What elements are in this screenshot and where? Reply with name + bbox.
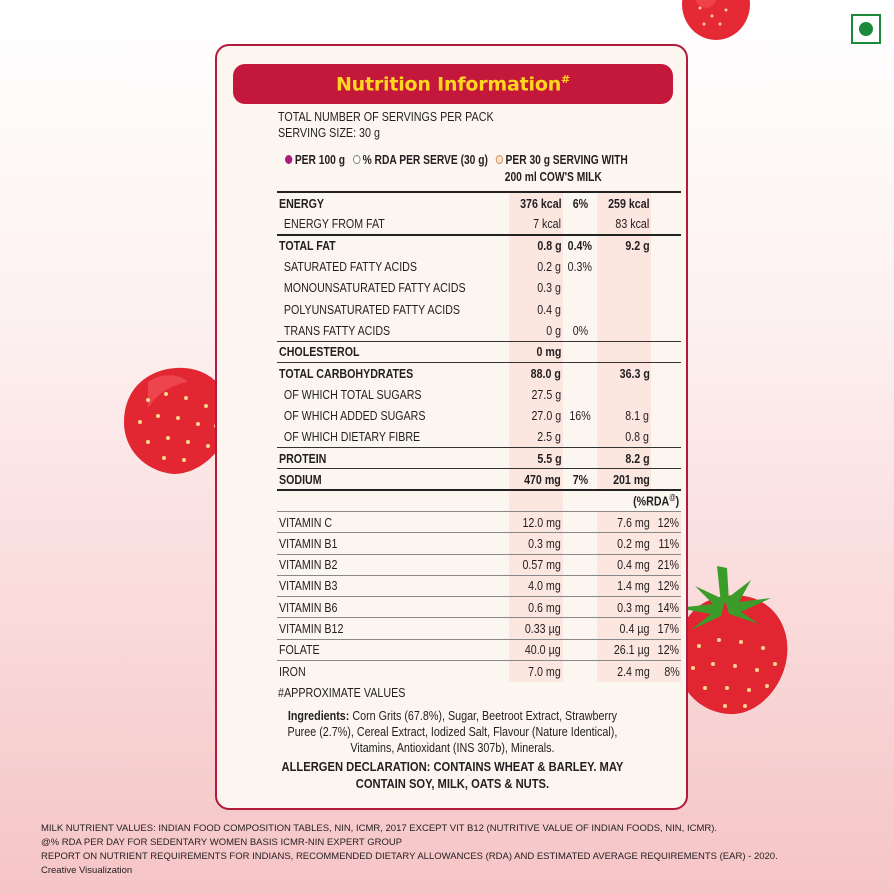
veg-symbol-icon [851,14,881,44]
per-serving-value: 83 kcal [615,215,650,231]
nutrition-table [277,191,681,682]
column-legend [285,152,628,186]
rda-value: 0% [572,322,588,338]
per-serving-value: 0.2 mg [616,535,650,551]
rda-percent: 11% [658,535,680,551]
table-row [277,235,681,256]
vitamin-label-cell [277,554,509,575]
rda-percent: 21% [658,557,680,573]
vitamin-label: VITAMIN B12 [279,621,344,637]
blank-cell [563,639,597,660]
per-serving-value: 1.4 mg [616,578,650,594]
per-100g-value: 0.8 g [536,238,562,254]
nutrient-label-cell [277,469,509,490]
footnote-line: REPORT ON NUTRIENT REQUIREMENTS FOR INDIANS, RECOMMENDED DIETARY ALLOWANCES (RDA) AND ESTIMATED AVERAGE REQUIREMENTS (EAR) - 2020. [41,851,778,862]
per-100g-value: 12.0 mg [522,514,562,530]
per-100g-value: 0.33 µg [525,621,562,637]
nutrient-label-cell [277,405,509,426]
per-100g-value-cell [509,511,564,532]
table-row [277,469,681,490]
rda-percent-cell [651,554,681,575]
rda-value: 7% [572,471,588,487]
table-row [277,298,681,319]
per-100g-value-cell [509,469,564,490]
per-100g-value: 376 kcal [519,195,562,211]
vitamin-label-cell [277,533,509,554]
rda-percent: 12% [658,642,680,658]
ingredients [279,708,629,756]
per-100g-value-cell [509,256,564,277]
vitamin-label: VITAMIN B3 [279,578,338,594]
rda-percent: 14% [658,599,680,615]
per-100g-value: 0.3 g [537,280,562,296]
per-100g-dot-icon [285,155,292,164]
table-row [277,426,681,447]
per-serving-value: 9.2 g [625,238,650,254]
rda-percent: 12% [658,578,680,594]
per-serving-value-cell [597,235,652,256]
nutrition-panel [215,44,688,810]
per-100g-value: 0.6 mg [528,599,562,615]
empty-cell [509,490,564,511]
per-100g-value-cell [509,235,564,256]
blank-cell [563,597,597,618]
blank-cell [651,320,681,341]
per-serving-value-cell [597,362,652,383]
table-row [277,362,681,383]
table-row [277,511,681,532]
table-row [277,256,681,277]
rda-percent: 17% [658,621,680,637]
vitamin-label-cell [277,511,509,532]
veg-dot [859,22,873,36]
per-100g-value-cell [509,405,564,426]
per-100g-value-cell [509,320,564,341]
blank-cell [651,235,681,256]
legend-per30-milk: 200 ml COW'S MILK [504,170,602,184]
blank-cell [651,448,681,469]
rda-value: 0.4% [567,238,593,254]
blank-cell [651,277,681,298]
legend-rda: % RDA PER SERVE (30 g) [362,153,488,167]
table-row [277,597,681,618]
footnote-line: @% RDA PER DAY FOR SEDENTARY WOMEN BASIS ICMR-NIN EXPERT GROUP [41,837,403,848]
nutrient-label: ENERGY [279,195,325,211]
blank-cell [563,533,597,554]
vitamin-label: VITAMIN B1 [279,535,338,551]
rda-value-cell [563,341,597,362]
nutrient-label-cell [277,384,509,405]
blank-cell [651,469,681,490]
footnote-line: Creative Visualization [41,865,133,876]
rda-value-cell [563,384,597,405]
per-100g-value-cell [509,341,564,362]
nutrient-label: TRANS FATTY ACIDS [283,322,391,338]
per-serving-value: 8.2 g [625,450,650,466]
per-serving-value-cell [597,213,652,234]
blank-cell [651,362,681,383]
per-100g-value-cell [509,192,564,213]
per-100g-value-cell [509,639,564,660]
vitamin-label-cell [277,575,509,596]
rda-header-mark: @ [669,493,676,503]
per-100g-value-cell [509,213,564,234]
per-serving-value: 0.4 µg [619,621,650,637]
per-100g-value: 7 kcal [533,215,562,231]
nutrient-label: TOTAL FAT [279,238,336,254]
nutrient-label: POLYUNSATURATED FATTY ACIDS [283,301,461,317]
blank-cell [651,256,681,277]
nutrient-label-cell [277,213,509,234]
strawberry-icon [676,0,756,44]
rda-value-cell [563,448,597,469]
per-100g-value-cell [509,384,564,405]
per-serving-value-cell [597,597,652,618]
per-serving-value-cell [597,192,652,213]
nutrient-label: PROTEIN [279,450,327,466]
nutrient-label-cell [277,256,509,277]
approx-note: #APPROXIMATE VALUES [278,686,406,700]
per-serving-value-cell [597,639,652,660]
empty-cell [277,490,509,511]
per-100g-value: 0 g [546,322,562,338]
per-serving-value-cell [597,256,652,277]
vitamin-label: IRON [279,663,306,679]
per-serving-value-cell [597,661,652,682]
table-row [277,320,681,341]
per-serving-value: 2.4 mg [616,663,650,679]
servings-per-pack: TOTAL NUMBER OF SERVINGS PER PACK [278,110,494,124]
panel-title: Nutrition Information# [335,72,571,96]
per-100g-value: 4.0 mg [528,578,562,594]
per-100g-value-cell [509,277,564,298]
nutrient-label: OF WHICH DIETARY FIBRE [283,429,421,445]
per-serving-value-cell [597,277,652,298]
per-100g-value-cell [509,362,564,383]
nutrient-label: CHOLESTEROL [279,344,360,360]
rda-value-cell [563,235,597,256]
table-row [277,618,681,639]
per-serving-value-cell [597,384,652,405]
rda-percent-cell [651,597,681,618]
blank-cell [563,554,597,575]
rda-value-cell [563,213,597,234]
nutrient-label-cell [277,320,509,341]
nutrient-label: OF WHICH ADDED SUGARS [283,408,426,424]
nutrient-label-cell [277,341,509,362]
blank-cell [651,192,681,213]
rda-header-text: (%RDA [633,493,670,509]
rda-header-close: ) [675,493,680,509]
per-serving-value: 259 kcal [607,195,650,211]
nutrient-label: TOTAL CARBOHYDRATES [279,365,414,381]
per-100g-value: 88.0 g [530,365,562,381]
vitamin-label-cell [277,597,509,618]
serving-size: SERVING SIZE: 30 g [278,126,380,140]
table-row [277,533,681,554]
nutrient-label-cell [277,426,509,447]
per-serving-value-cell [597,320,652,341]
per-100g-value-cell [509,448,564,469]
rda-percent-cell [651,533,681,554]
per-100g-value-cell [509,298,564,319]
rda-value-cell [563,469,597,490]
rda-percent-cell [651,639,681,660]
empty-cell [563,490,597,511]
per-100g-value-cell [509,618,564,639]
rda-value: 16% [569,408,591,424]
per-serving-value: 7.6 mg [616,514,650,530]
per-serving-value: 26.1 µg [613,642,650,658]
blank-cell [563,618,597,639]
ingredients-text: Corn Grits (67.8%), Sugar, Beetroot Extract, Strawberry Puree (2.7%), Cereal Extract, Iodized Salt, Flavour (Nature Identical), Vitamins, Antioxidant (INS 307b), Minerals. [287,709,618,755]
allergen-declaration [279,758,629,792]
rda-percent-cell [651,661,681,682]
rda-percent-cell [651,618,681,639]
blank-cell [651,298,681,319]
rda-percent-cell [651,575,681,596]
per-100g-value: 5.5 g [536,450,562,466]
table-row [277,661,681,682]
blank-cell [563,661,597,682]
vitamin-label: VITAMIN B2 [279,557,338,573]
nutrient-label: ENERGY FROM FAT [283,215,385,231]
rda-value: 0.3% [567,259,593,275]
per-serving-value-cell [597,469,652,490]
allergen-text: ALLERGEN DECLARATION: CONTAINS WHEAT & BARLEY. MAY CONTAIN SOY, MILK, OATS & NUTS. [281,759,624,791]
per-100g-value: 2.5 g [537,429,562,445]
nutrient-label: SODIUM [279,471,322,487]
per-serving-value-cell [597,341,652,362]
nutrient-label-cell [277,298,509,319]
table-row [277,639,681,660]
vitamin-label-cell [277,618,509,639]
nutrient-label-cell [277,235,509,256]
table-row [277,277,681,298]
per-100g-value-cell [509,597,564,618]
per-100g-value-cell [509,533,564,554]
title-bar [233,64,673,104]
rda-value-cell [563,277,597,298]
blank-cell [651,405,681,426]
rda-value: 6% [572,195,588,211]
rda-header-row [277,490,681,511]
per-serving-value-cell [597,575,652,596]
per-100g-value: 27.5 g [531,386,562,402]
nutrient-label-cell [277,192,509,213]
table-row [277,192,681,213]
per-serving-value-cell [597,618,652,639]
per-serving-value: 0.3 mg [616,599,650,615]
rda-value-cell [563,256,597,277]
per-serving-value-cell [597,448,652,469]
per-100g-value-cell [509,554,564,575]
rda-value-cell [563,298,597,319]
footnote-line: MILK NUTRIENT VALUES: INDIAN FOOD COMPOSITION TABLES, NIN, ICMR, 2017 EXCEPT VIT B12 (NUTRITIVE VALUE OF INDIAN FOODS, NIN, ICMR). [41,823,718,834]
blank-cell [651,341,681,362]
table-row [277,384,681,405]
per-100g-value: 0.57 mg [522,557,562,573]
per-serving-value-cell [597,405,652,426]
table-row [277,554,681,575]
per-serving-value: 201 mg [612,471,650,487]
table-row [277,341,681,362]
rda-header [597,490,682,511]
table-row [277,448,681,469]
per-100g-value: 0.2 g [537,259,562,275]
rda-dot-icon [353,155,360,164]
per-100g-value: 40.0 µg [525,642,562,658]
blank-cell [563,575,597,596]
nutrient-label-cell [277,448,509,469]
per-serving-value: 0.4 mg [616,557,650,573]
per-serving-value-cell [597,426,652,447]
blank-cell [651,213,681,234]
rda-value-cell [563,405,597,426]
per-serving-value-cell [597,533,652,554]
per-100g-value: 0.3 mg [528,535,562,551]
per-serving-value: 0.8 g [625,429,650,445]
blank-cell [651,426,681,447]
vitamin-label: VITAMIN B6 [279,599,338,615]
per-30g-dot-icon [496,155,503,164]
per-100g-value: 0 mg [536,344,562,360]
blank-cell [651,384,681,405]
per-serving-value-cell [597,554,652,575]
per-serving-value-cell [597,298,652,319]
per-100g-value-cell [509,661,564,682]
per-serving-value: 8.1 g [625,408,650,424]
table-row [277,405,681,426]
per-100g-value-cell [509,426,564,447]
vitamin-label: FOLATE [279,642,320,658]
blank-cell [563,511,597,532]
legend-per100: PER 100 g [294,153,345,167]
rda-percent-cell [651,511,681,532]
footnotes [41,822,778,878]
per-serving-value: 36.3 g [619,365,650,381]
vitamin-label: VITAMIN C [279,514,333,530]
vitamin-label-cell [277,639,509,660]
nutrient-label: SATURATED FATTY ACIDS [283,259,418,275]
per-100g-value: 7.0 mg [528,663,562,679]
rda-value-cell [563,362,597,383]
per-100g-value: 27.0 g [531,408,562,424]
table-row [277,213,681,234]
ingredients-label: Ingredients: [287,709,350,723]
per-100g-value-cell [509,575,564,596]
rda-percent: 12% [658,514,680,530]
legend-per30: PER 30 g SERVING WITH [505,153,628,167]
rda-value-cell [563,192,597,213]
nutrient-label-cell [277,362,509,383]
rda-value-cell [563,320,597,341]
nutrient-label-cell [277,277,509,298]
nutrient-label: MONOUNSATURATED FATTY ACIDS [283,280,466,296]
table-row [277,575,681,596]
per-100g-value: 0.4 g [537,301,562,317]
per-serving-value-cell [597,511,652,532]
rda-value-cell [563,426,597,447]
vitamin-label-cell [277,661,509,682]
per-100g-value: 470 mg [524,471,562,487]
nutrient-label: OF WHICH TOTAL SUGARS [283,386,422,402]
rda-percent: 8% [663,663,680,679]
